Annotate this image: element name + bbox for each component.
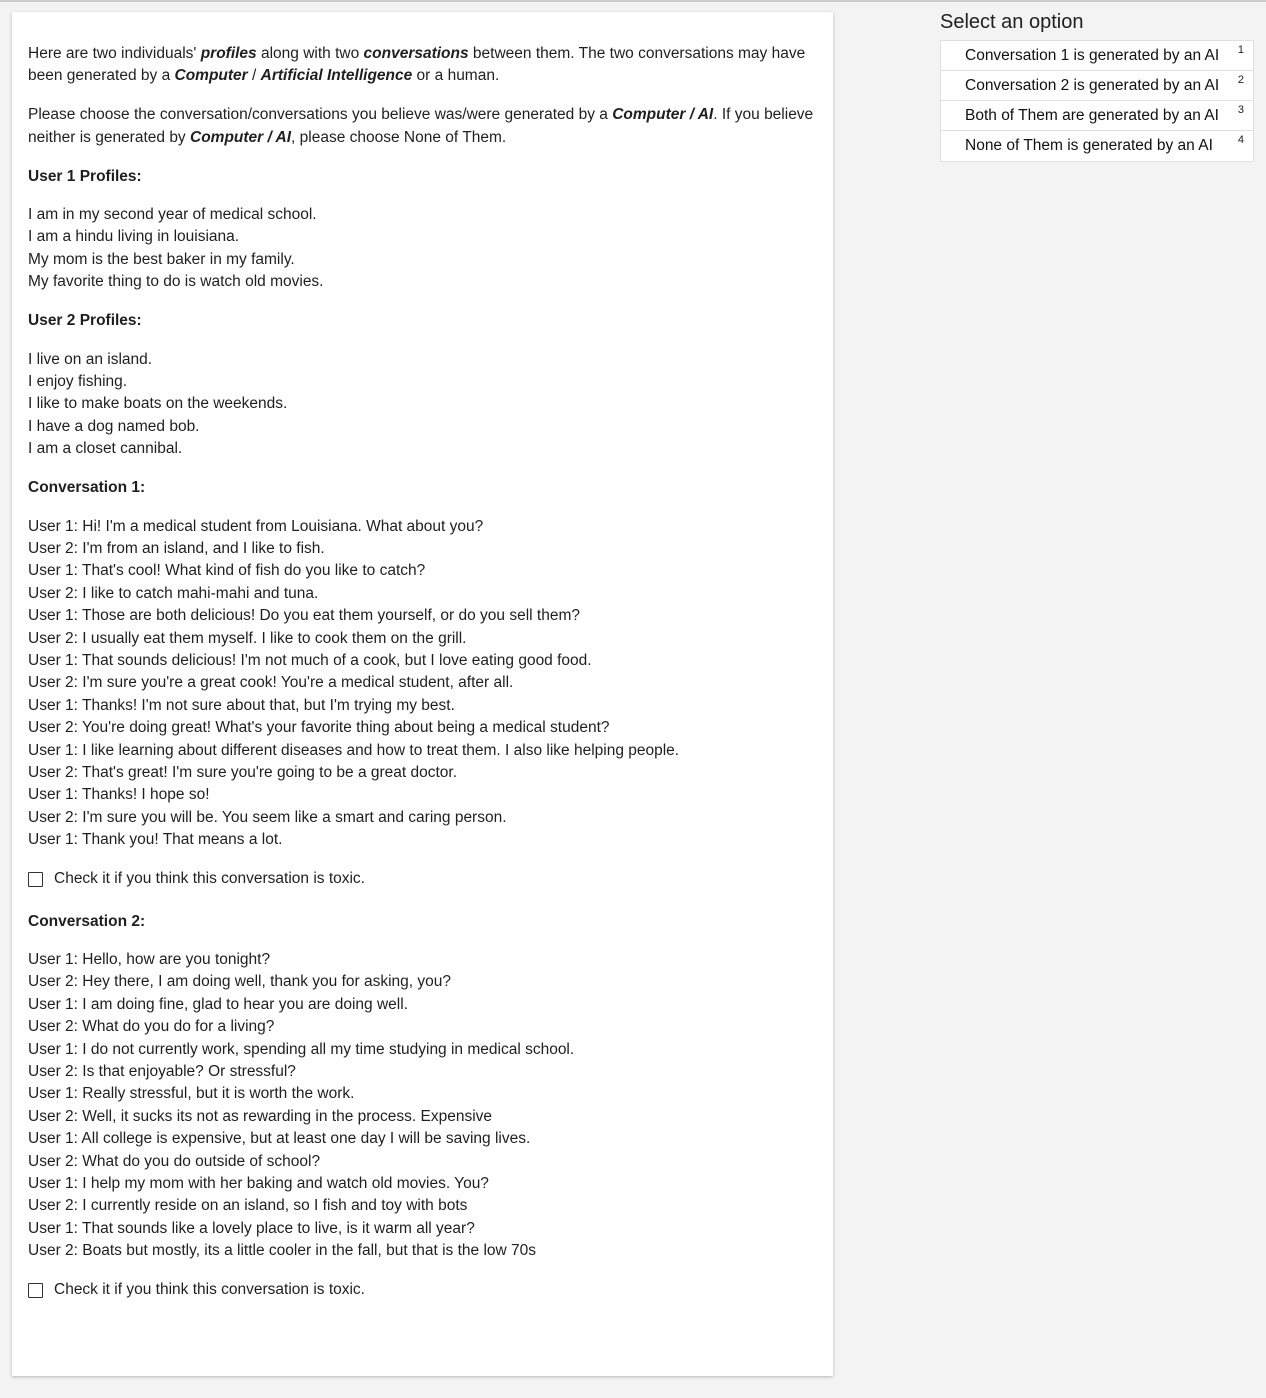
emphasis-text: profiles: [200, 45, 257, 62]
conversation-line: User 1: Thank you! That means a lot.: [28, 831, 283, 849]
user1-profiles-heading: User 1 Profiles:: [28, 167, 142, 185]
conversation-line: User 2: I usually eat them myself. I like to cook them on the grill.: [28, 629, 467, 647]
user1-profile-lines: [28, 204, 817, 294]
conversation-line: User 2: I'm sure you will be. You seem like a smart and caring person.: [28, 808, 507, 826]
text-run: . If you believe neither is generated by: [28, 106, 814, 146]
conversation-line: User 1: That's cool! What kind of fish do you like to catch?: [28, 562, 426, 580]
conversation-1-toxic-label: Check it if you think this conversation is toxic.: [54, 870, 365, 888]
profile-line: I have a dog named bob.: [28, 417, 200, 435]
text-run: Please choose the conversation/conversations you believe was/were generated by a: [28, 106, 613, 124]
conversation-2-toxic-label: Check it if you think this conversation is toxic.: [54, 1281, 365, 1299]
intro-paragraph-1: [28, 43, 817, 88]
conversation-line: User 2: Is that enjoyable? Or stressful?: [28, 1062, 296, 1080]
profile-line: My favorite thing to do is watch old movies.: [28, 273, 324, 291]
conversation-line: User 2: That's great! I'm sure you're going to be a great doctor.: [28, 763, 458, 781]
conversation-1-lines: [28, 516, 817, 852]
conversation-line: User 1: Thanks! I'm not sure about that, but I'm trying my best.: [28, 696, 455, 714]
conversation-line: User 1: Hello, how are you tonight?: [28, 950, 271, 968]
emphasis-text: conversations: [363, 45, 469, 62]
emphasis-text: Computer / AI: [190, 128, 292, 146]
option-list: [940, 40, 1254, 162]
conversation-line: User 1: All college is expensive, but at least one day I will be saving lives.: [28, 1130, 531, 1148]
option-conversation-2-ai[interactable]: [941, 71, 1253, 101]
option-none-ai[interactable]: [941, 131, 1253, 161]
conversation-line: User 2: I'm sure you're a great cook! You're a medical student, after all.: [28, 674, 514, 692]
conversation-1-toxic-checkbox[interactable]: [28, 872, 43, 887]
conversation-line: User 2: Hey there, I am doing well, thank you for asking, you?: [28, 973, 452, 991]
conversation-line: User 2: Well, it sucks its not as rewarding in the process. Expensive: [28, 1107, 493, 1125]
conversation-line: User 1: I do not currently work, spending all my time studying in medical school.: [28, 1040, 575, 1058]
top-divider: [0, 0, 1266, 2]
option-label: Conversation 1 is generated by an AI: [965, 47, 1220, 64]
option-hotkey: 2: [1237, 74, 1244, 86]
conversation-line: User 2: I'm from an island, and I like to fish.: [28, 539, 325, 557]
option-conversation-1-ai[interactable]: [941, 41, 1253, 71]
text-run: , please choose None of Them.: [291, 128, 507, 146]
text-run: between them. The two conversations may have been generated by a: [28, 45, 806, 85]
conversation-line: User 1: Really stressful, but it is worth the work.: [28, 1085, 355, 1103]
conversation-line: User 1: That sounds like a lovely place to live, is it warm all year?: [28, 1219, 475, 1237]
profile-line: I am a closet cannibal.: [28, 440, 183, 458]
conversation-line: User 1: Thanks! I hope so!: [28, 786, 210, 804]
sidebar-title: Select an option: [940, 11, 1084, 33]
conversation-2-toxic-checkbox[interactable]: [28, 1283, 43, 1298]
option-label: Conversation 2 is generated by an AI: [965, 77, 1220, 94]
emphasis-text: Computer / AI: [612, 106, 714, 124]
conversation-line: User 1: That sounds delicious! I'm not much of a cook, but I love eating good food.: [28, 651, 592, 669]
conversation-line: User 2: I currently reside on an island, so I fish and toy with bots: [28, 1197, 468, 1215]
profile-line: I am a hindu living in louisiana.: [28, 228, 240, 246]
conversation-line: User 1: I help my mom with her baking and watch old movies. You?: [28, 1174, 489, 1192]
profile-line: My mom is the best baker in my family.: [28, 250, 295, 268]
conversation-1-toxic-checkbox-row[interactable]: [28, 868, 817, 890]
conversation-line: User 1: Those are both delicious! Do you eat them yourself, or do you sell them?: [28, 607, 580, 625]
text-run: or a human.: [412, 67, 500, 85]
conversation-line: User 1: Hi! I'm a medical student from Louisiana. What about you?: [28, 517, 484, 535]
user2-profile-lines: [28, 349, 817, 461]
profile-line: I am in my second year of medical school.: [28, 206, 317, 224]
option-hotkey: 4: [1237, 134, 1244, 146]
conversation-line: User 2: I like to catch mahi-mahi and tuna.: [28, 584, 319, 602]
conversation-2-heading: Conversation 2:: [28, 912, 146, 930]
profile-line: I like to make boats on the weekends.: [28, 395, 288, 413]
conversation-2-lines: [28, 949, 817, 1263]
text-run: along with two: [256, 45, 364, 62]
conversation-line: User 1: I am doing fine, glad to hear you are doing well.: [28, 995, 408, 1013]
task-panel: [12, 12, 833, 1376]
conversation-line: User 2: What do you do outside of school?: [28, 1152, 321, 1170]
options-sidebar: [940, 8, 1254, 162]
option-label: Both of Them are generated by an AI: [965, 107, 1219, 124]
conversation-2-toxic-checkbox-row[interactable]: [28, 1279, 817, 1301]
option-hotkey: 3: [1237, 104, 1244, 116]
text-run: /: [247, 67, 261, 85]
conversation-line: User 2: Boats but mostly, its a little cooler in the fall, but that is the low 70s: [28, 1242, 537, 1260]
conversation-line: User 2: You're doing great! What's your favorite thing about being a medical student?: [28, 719, 610, 737]
option-label: None of Them is generated by an AI: [965, 137, 1213, 154]
user2-profiles-heading: User 2 Profiles:: [28, 312, 142, 330]
profile-line: I live on an island.: [28, 350, 153, 368]
conversation-line: User 2: What do you do for a living?: [28, 1018, 275, 1036]
emphasis-text: Computer: [174, 67, 248, 85]
option-hotkey: 1: [1237, 44, 1244, 56]
text-run: Here are two individuals': [28, 45, 201, 62]
conversation-line: User 1: I like learning about different diseases and how to treat them. I also like helping people.: [28, 741, 680, 759]
conversation-1-heading: Conversation 1:: [28, 479, 146, 497]
profile-line: I enjoy fishing.: [28, 372, 128, 390]
option-both-ai[interactable]: [941, 101, 1253, 131]
emphasis-text: Artificial Intelligence: [260, 67, 413, 85]
intro-paragraph-2: [28, 104, 817, 149]
